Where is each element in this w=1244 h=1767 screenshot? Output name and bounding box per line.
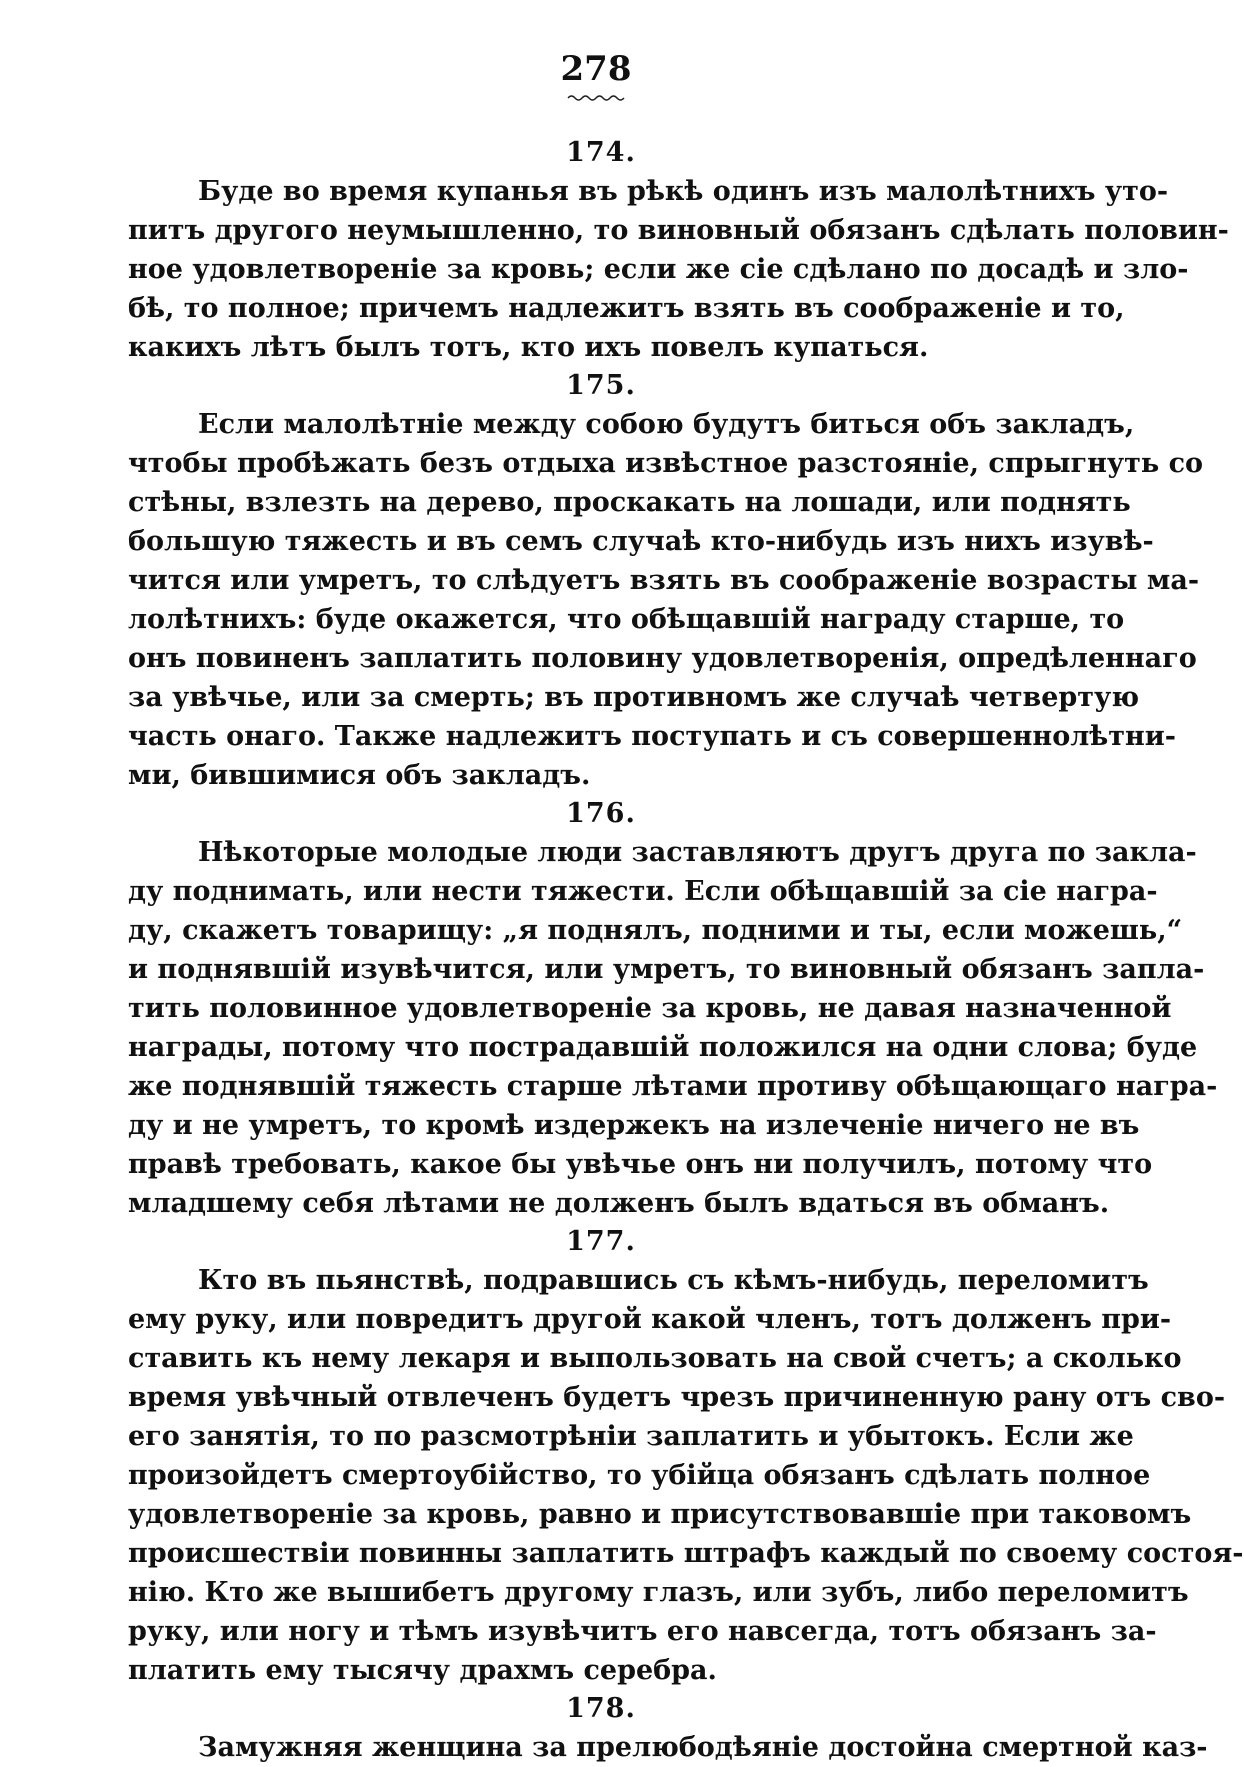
text-line: Кто въ пьянствѣ, подравшись съ кѣмъ-нибудь, переломитъ — [198, 1265, 1149, 1296]
article-174 — [128, 134, 1229, 367]
text-line: ду, скажетъ товарищу: „я поднялъ, подними и ты, если можешь,“ — [128, 915, 1183, 946]
text-line: большую тяжесть и въ семъ случаѣ кто-нибудь изъ нихъ изувѣ- — [128, 526, 1154, 557]
text-line: Если малолѣтніе между собою будутъ биться объ закладъ, — [198, 409, 1135, 440]
text-line: же поднявшій тяжесть старше лѣтами противу обѣщающаго награ- — [128, 1071, 1218, 1102]
text-line: какихъ лѣтъ былъ тотъ, кто ихъ повелъ купаться. — [128, 332, 929, 363]
text-line: нію. Кто же вышибетъ другому глазъ, или зубъ, либо переломитъ — [128, 1577, 1189, 1608]
text-line: награды, потому что пострадавшій положился на одни слова; буде — [128, 1032, 1198, 1063]
text-line: чится или умретъ, то слѣдуетъ взять въ соображеніе возрасты ма- — [128, 565, 1200, 596]
text-line: Буде во время купанья въ рѣкѣ одинъ изъ малолѣтнихъ уто- — [198, 176, 1169, 207]
text-line: его занятія, то по разсмотрѣніи заплатить и убытокъ. Если же — [128, 1421, 1134, 1452]
article-178 — [128, 1690, 1208, 1767]
article-number: 174. — [566, 137, 636, 168]
text-line: лолѣтнихъ: буде окажется, что обѣщавшій награду старше, то — [128, 604, 1125, 635]
text-line: ду и не умретъ, то кромѣ издержекъ на излеченіе ничего не въ — [128, 1110, 1140, 1141]
text-line: удовлетвореніе за кровь, равно и присутствовавшіе при таковомъ — [128, 1499, 1192, 1530]
text-line: время увѣчный отвлеченъ будетъ чрезъ причиненную рану отъ сво- — [128, 1382, 1226, 1413]
text-line: стѣны, взлезть на дерево, проскакать на лошади, или поднять — [128, 487, 1131, 518]
text-line: чтобы пробѣжать безъ отдыха извѣстное разстояніе, спрыгнуть со — [128, 448, 1204, 479]
text-line: онъ повиненъ заплатить половину удовлетворенія, опредѣленнаго — [128, 643, 1197, 674]
text-line: правѣ требовать, какое бы увѣчье онъ ни получилъ, потому что — [128, 1149, 1153, 1180]
text-line: и поднявшій изувѣчится, или умретъ, то виновный обязанъ запла- — [128, 954, 1205, 985]
article-175 — [128, 367, 1204, 795]
text-line: платить ему тысячу драхмъ серебра. — [128, 1655, 717, 1686]
article-number: 177. — [566, 1226, 636, 1257]
article-176 — [128, 795, 1218, 1223]
text-line: Нѣкоторые молодые люди заставляютъ другъ друга по закла- — [198, 837, 1197, 868]
text-line: тить половинное удовлетвореніе за кровь, не давая назначенной — [128, 993, 1172, 1024]
text-line: ду поднимать, или нести тяжести. Если обѣщавшій за сіе награ- — [128, 876, 1158, 907]
article-177 — [128, 1223, 1244, 1690]
text-line: младшему себя лѣтами не долженъ былъ вдаться въ обманъ. — [128, 1188, 1110, 1219]
page-number-wavy-underline — [568, 94, 624, 102]
text-line: руку, или ногу и тѣмъ изувѣчитъ его навсегда, тотъ обязанъ за- — [128, 1616, 1157, 1647]
page-number: 278 — [560, 49, 632, 89]
text-line: произойдетъ смертоубійство, то убійца обязанъ сдѣлать полное — [128, 1460, 1151, 1491]
text-line: ему руку, или повредитъ другой какой членъ, тотъ долженъ при- — [128, 1304, 1172, 1335]
text-line: ставить къ нему лекаря и выпользовать на свой счетъ; а сколько — [128, 1343, 1182, 1374]
text-column — [128, 134, 1244, 1767]
article-number: 176. — [566, 798, 636, 829]
text-line: происшествіи повинны заплатить штрафъ каждый по своему состоя- — [128, 1538, 1244, 1569]
text-line: ное удовлетвореніе за кровь; если же сіе сдѣлано по досадѣ и зло- — [128, 254, 1189, 285]
text-line: ми, бившимися объ закладъ. — [128, 760, 591, 791]
text-line: Замужняя женщина за прелюбодѣяніе достойна смертной каз- — [198, 1732, 1208, 1763]
article-number: 175. — [566, 370, 636, 401]
text-line: бѣ, то полное; причемъ надлежитъ взять въ соображеніе и то, — [128, 293, 1125, 324]
text-line: питъ другого неумышленно, то виновный обязанъ сдѣлать половин- — [128, 215, 1229, 246]
text-line: часть онаго. Также надлежитъ поступать и съ совершеннолѣтни- — [128, 721, 1176, 752]
article-number: 178. — [566, 1693, 636, 1724]
text-line: за увѣчье, или за смерть; въ противномъ же случаѣ четвертую — [128, 682, 1140, 713]
